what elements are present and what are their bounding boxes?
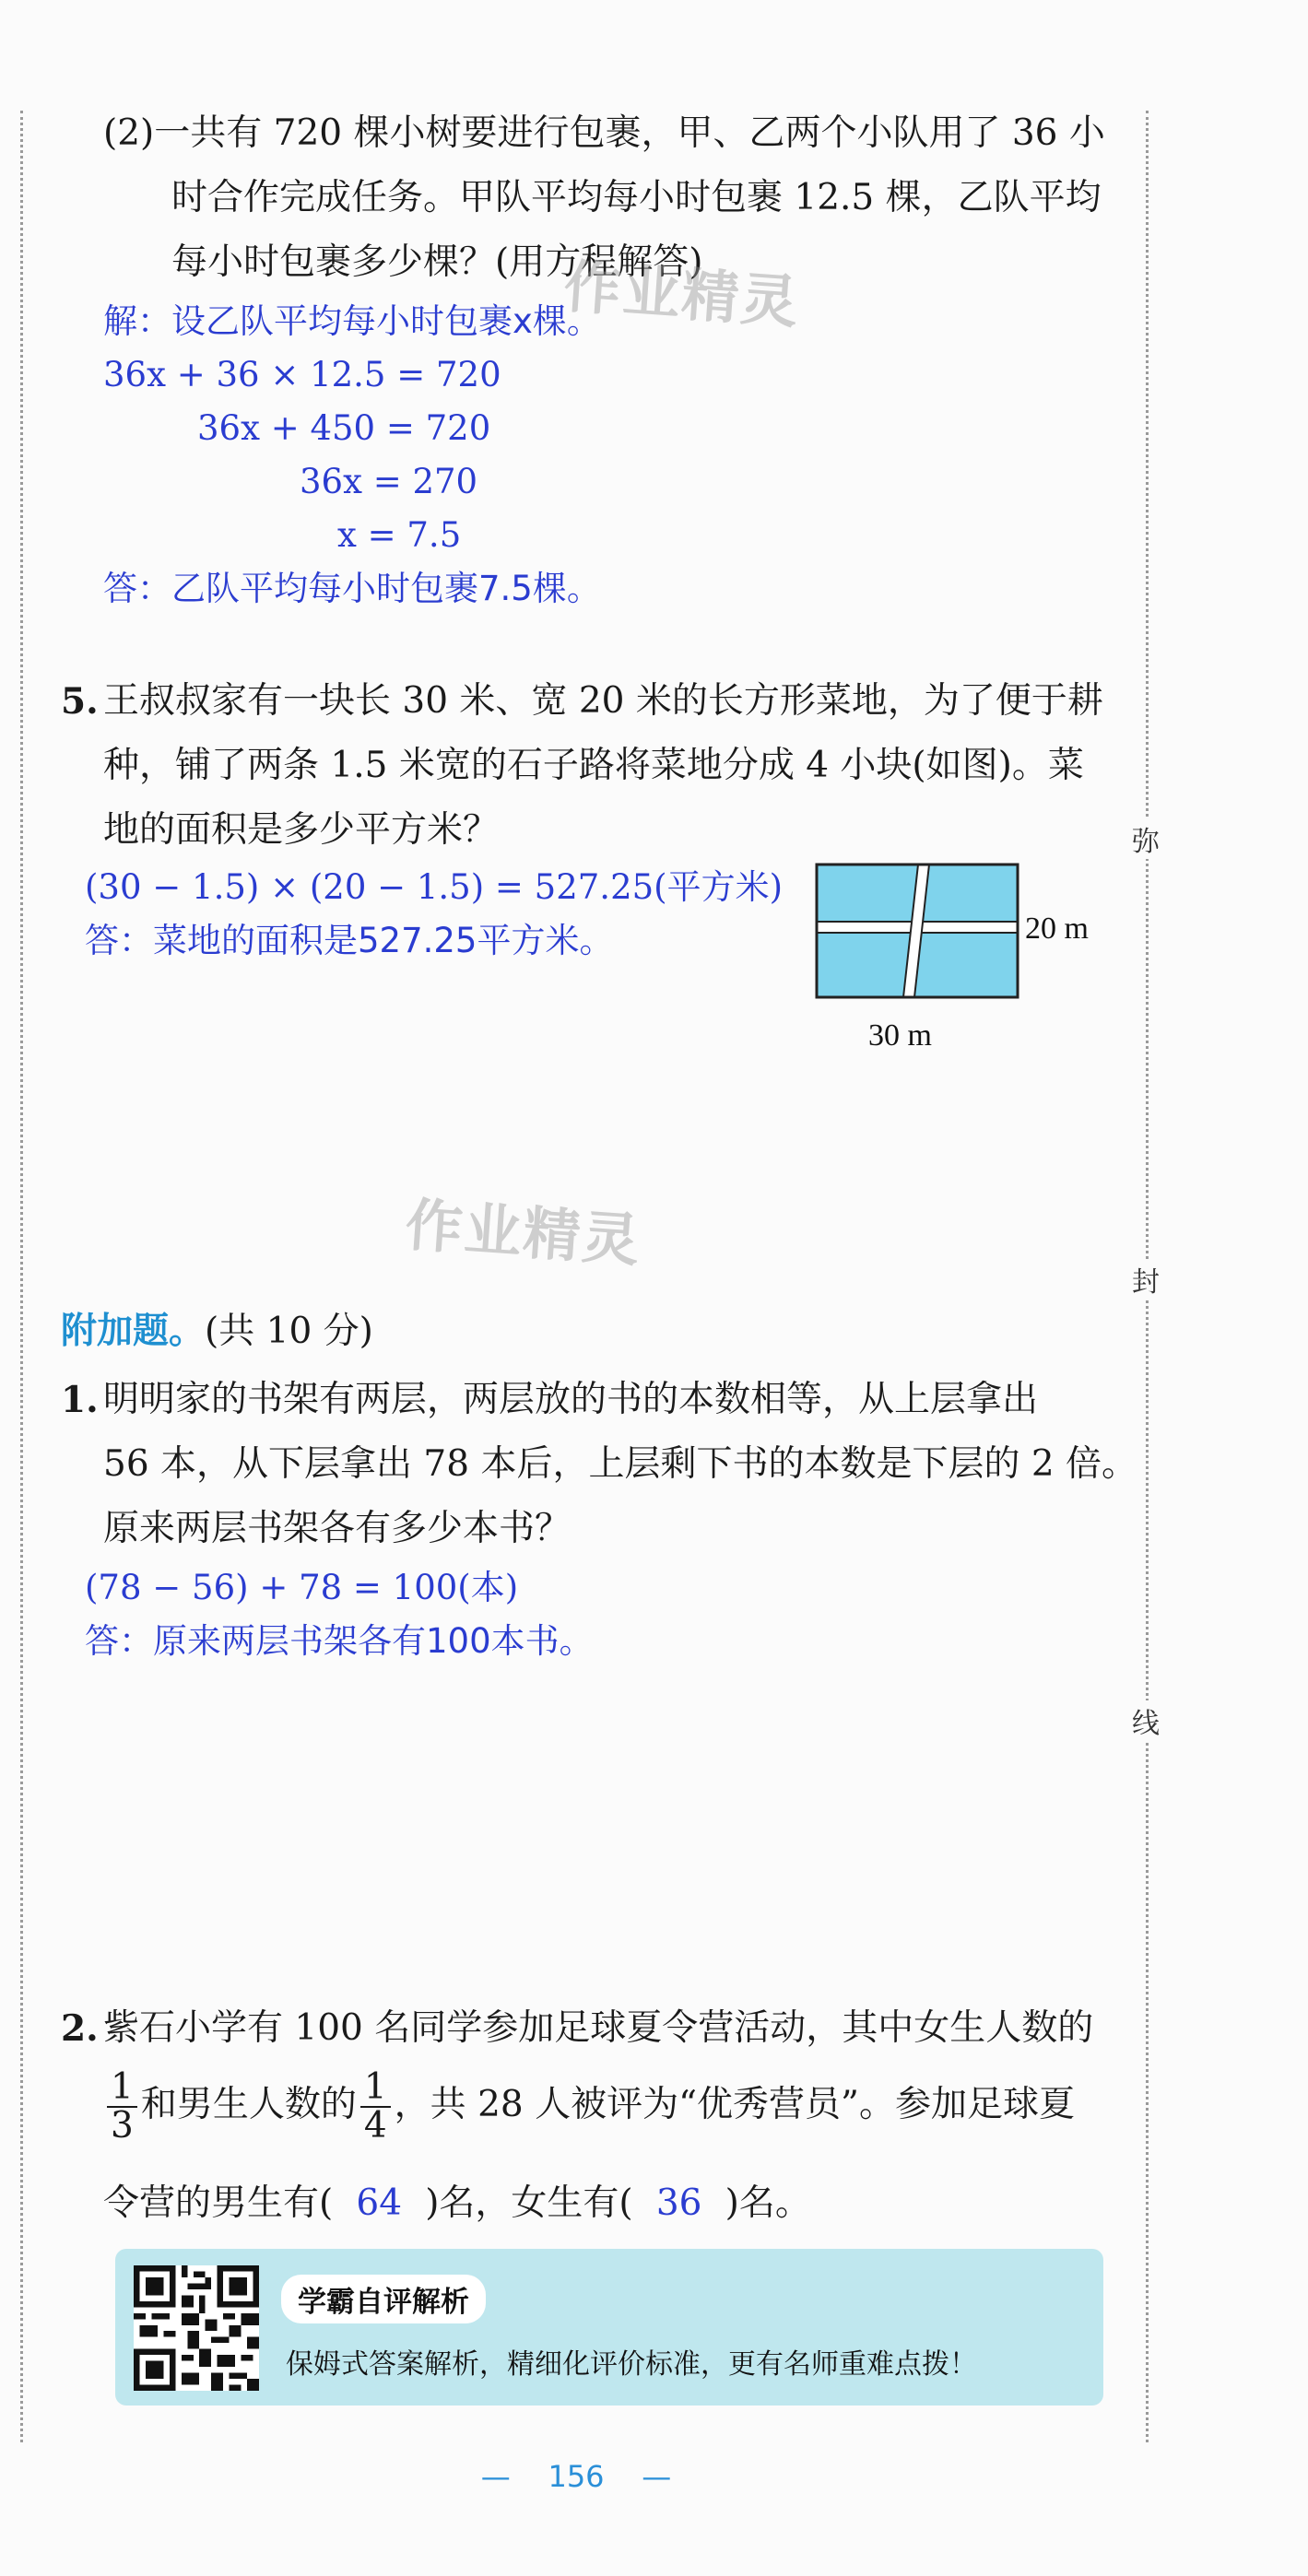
- extra2-number: 2.: [61, 2007, 99, 2050]
- extra2-line3: 令营的男生有( 64 )名，女生有( 36 )名。: [103, 2173, 811, 2234]
- extra1-line2: 56 本，从下层拿出 78 本后，上层剩下书的本数是下层的 2 倍。: [103, 1443, 1138, 1485]
- extra-section-points: (共 10 分): [205, 1311, 373, 1352]
- page-number-value: 156: [548, 2459, 605, 2494]
- extra2-line1: 紫石小学有 100 名同学参加足球夏令营活动，其中女生人数的: [103, 2007, 1094, 2049]
- problem5-line1: 王叔叔家有一块长 30 米、宽 20 米的长方形菜地，为了便于耕: [103, 680, 1103, 722]
- boys-answer: 64: [356, 2182, 403, 2224]
- extra2-mid1: 和男生人数的: [140, 2084, 357, 2125]
- fraction-one-third: $\frac{1}{3}$: [107, 2069, 137, 2145]
- problem4-2-eq1: 36x + 36 × 12.5 = 720: [103, 355, 501, 394]
- problem4-2-line2: 时合作完成任务。甲队平均每小时包裹 12.5 棵，乙队平均: [171, 177, 1102, 218]
- banner-title: 学霸自评解析: [281, 2275, 486, 2323]
- problem4-2-eq3: 36x = 270: [300, 462, 478, 501]
- fraction-one-quarter: $\frac{1}{4}$: [360, 2069, 391, 2145]
- problem4-2-line1: (2)一共有 720 棵小树要进行包裹，甲、乙两个小队用了 36 小: [103, 112, 1105, 154]
- problem4-2-answer-final: 答：乙队平均每小时包裹7.5棵。: [103, 569, 601, 608]
- garden-width-label: 30 m: [868, 1018, 932, 1053]
- seal-mark-feng: 封: [1132, 1259, 1160, 1300]
- left-margin-line: [20, 111, 23, 2442]
- page-number: [0, 2459, 1152, 2494]
- garden-height-label: 20 m: [1025, 912, 1089, 946]
- extra-section-header: [61, 1301, 373, 1362]
- problem5-calc: (30 − 1.5) × (20 − 1.5) = 527.25(平方米): [85, 867, 784, 907]
- watermark-middle: 作业精灵: [403, 1191, 643, 1275]
- problem5-answer-final: 答：菜地的面积是527.25平方米。: [85, 921, 614, 960]
- girls-answer: 36: [655, 2182, 702, 2224]
- seal-mark-mi: 弥: [1132, 818, 1160, 859]
- extra-section-title: 附加题。: [61, 1311, 206, 1352]
- problem5-line3: 地的面积是多少平方米？: [103, 809, 500, 851]
- garden-figure: [811, 859, 1125, 1062]
- extra1-answer-final: 答：原来两层书架各有100本书。: [85, 1621, 594, 1661]
- problem4-2-answer-intro: 解：设乙队平均每小时包裹x棵。: [103, 301, 601, 341]
- extra1-number: 1.: [61, 1379, 99, 1421]
- extra2-mid2: ，共 28 人被评为“优秀营员”。参加足球夏: [394, 2084, 1075, 2125]
- qr-code-icon[interactable]: [134, 2265, 259, 2391]
- banner-text: 保姆式答案解析，精细化评价标准，更有名师重难点拨！: [286, 2348, 977, 2381]
- watermark-top: 作业精灵: [561, 253, 802, 336]
- extra1-calc: (78 − 56) + 78 = 100(本): [85, 1568, 519, 1607]
- problem4-2-eq4: x = 7.5: [337, 515, 462, 555]
- extra1-line1: 明明家的书架有两层，两层放的书的本数相等，从上层拿出: [103, 1379, 1039, 1420]
- seal-mark-xian: 线: [1132, 1700, 1160, 1741]
- extra1-line3: 原来两层书架各有多少本书？: [103, 1508, 572, 1549]
- problem4-2-line3: 每小时包裹多少棵？(用方程解答): [171, 241, 703, 283]
- extra2-line2: [103, 2066, 1075, 2145]
- problem5-line2: 种，铺了两条 1.5 米宽的石子路将菜地分成 4 小块(如图)。菜: [103, 745, 1084, 786]
- problem4-2-eq2: 36x + 450 = 720: [197, 408, 491, 448]
- page-number-dash-left: —: [480, 2459, 548, 2494]
- self-review-banner: [115, 2249, 1103, 2405]
- page-number-dash-right: —: [604, 2459, 672, 2494]
- problem5-number: 5.: [61, 680, 99, 723]
